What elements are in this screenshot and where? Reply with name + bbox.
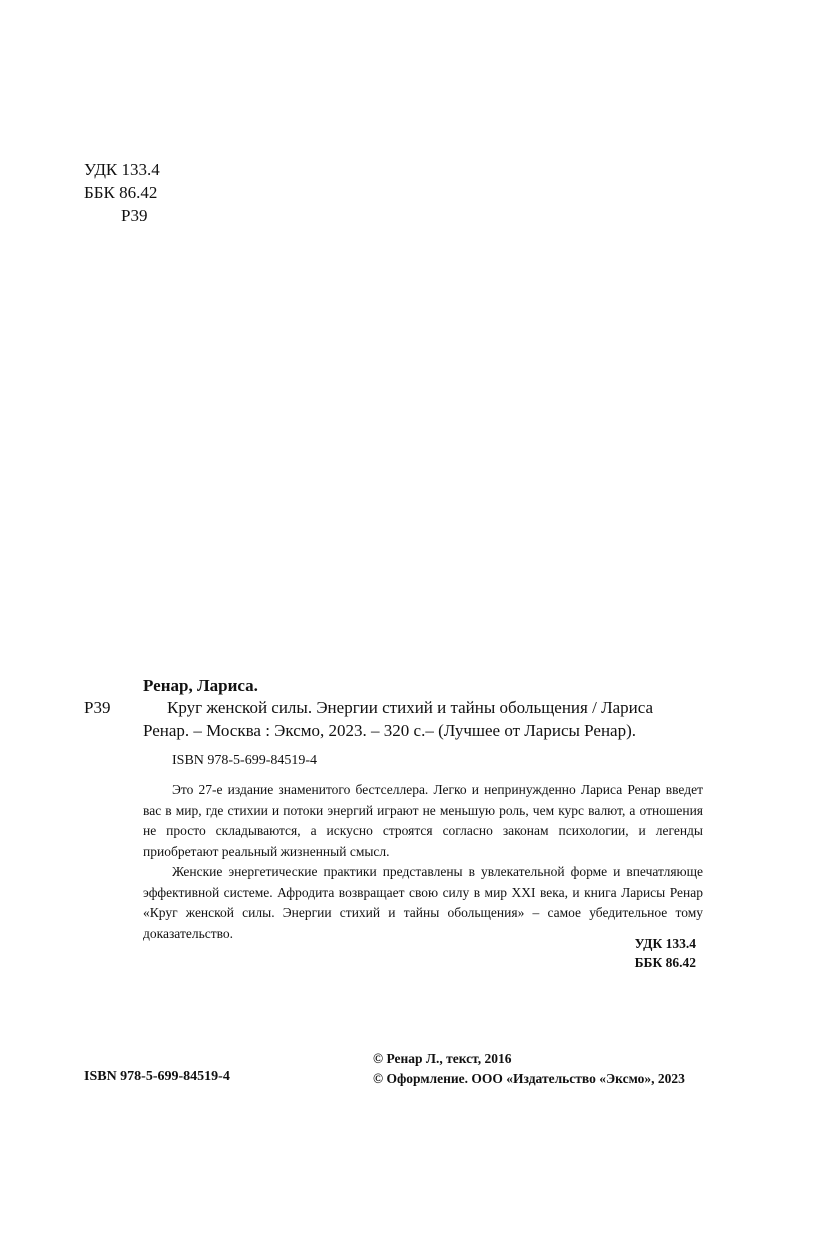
annotation-paragraph-2: Женские энергетические практики представлены в увлекательной форме и впечатляюще эффективной системе. Афродита возвращает свою силу в мир XXI века, и книга Ларисы Ренар «Круг женской силы. Энергии стихий и тайны обольщения» – самое убедительное тому доказательство. bbox=[143, 864, 703, 941]
top-udk-code: УДК 133.4 bbox=[84, 160, 160, 179]
top-bbk-code: ББК 86.42 bbox=[84, 183, 158, 202]
copyright-design: © Оформление. ООО «Издательство «Эксмо», 2023 bbox=[373, 1071, 685, 1086]
record-isbn: ISBN 978-5-699-84519-4 bbox=[172, 753, 318, 768]
record-classification-codes bbox=[560, 934, 696, 972]
bib-title-line-2: Ренар. – Москва : Эксмо, 2023. – 320 с.– (Лучшее от Ларисы Ренар). bbox=[143, 721, 636, 740]
top-author-sign: Р39 bbox=[121, 206, 148, 225]
bib-title-line-1: Круг женской силы. Энергии стихий и тайны обольщения / Лариса bbox=[167, 698, 654, 717]
record-bbk-code: ББК 86.42 bbox=[634, 955, 696, 970]
copyright-text: © Ренар Л., текст, 2016 bbox=[373, 1051, 512, 1066]
record-author-sign: Р39 bbox=[84, 698, 111, 717]
annotation-paragraph-1: Это 27-е издание знаменитого бестселлера. Легко и непринужденно Лариса Ренар введет вас в мир, где стихии и потоки энергий играют не меньшую роль, чем курс валют, а отношения не просто складываются, а искусно строятся согласно законам психологии, и легенды приобретают реальный жизненный смысл. bbox=[143, 782, 703, 859]
record-udk-code: УДК 133.4 bbox=[634, 936, 696, 951]
footer-isbn: ISBN 978-5-699-84519-4 bbox=[84, 1069, 230, 1084]
annotation bbox=[143, 780, 703, 944]
author-heading: Ренар, Лариса. bbox=[143, 676, 258, 695]
